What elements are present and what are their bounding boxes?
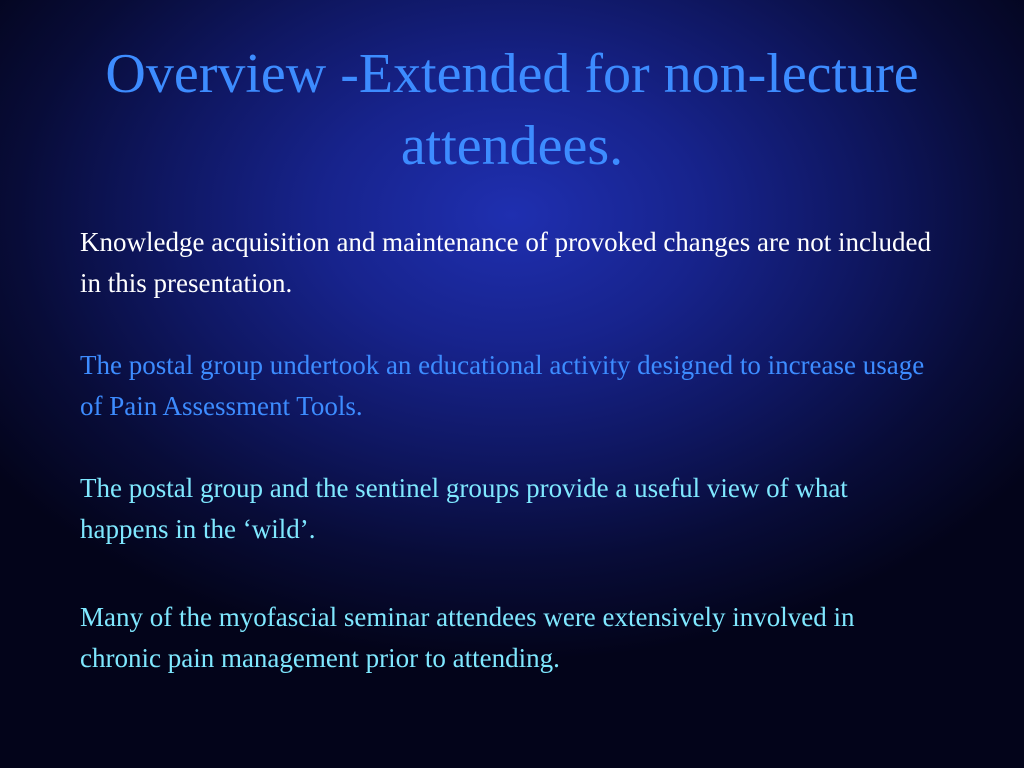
- paragraph-postal-group-activity: The postal group undertook an educational activity designed to increase usage of Pain Assessment Tools.: [80, 350, 925, 421]
- slide-title: Overview -Extended for non-lecture attendees.: [105, 43, 919, 177]
- paragraph-wild-view: The postal group and the sentinel groups provide a useful view of what happens in the ‘wild’.: [80, 473, 848, 544]
- paragraph-knowledge-acquisition: Knowledge acquisition and maintenance of provoked changes are not included in this presentation.: [80, 227, 931, 298]
- paragraph-seminar-attendees: Many of the myofascial seminar attendees were extensively involved in chronic pain management prior to attending.: [80, 602, 855, 673]
